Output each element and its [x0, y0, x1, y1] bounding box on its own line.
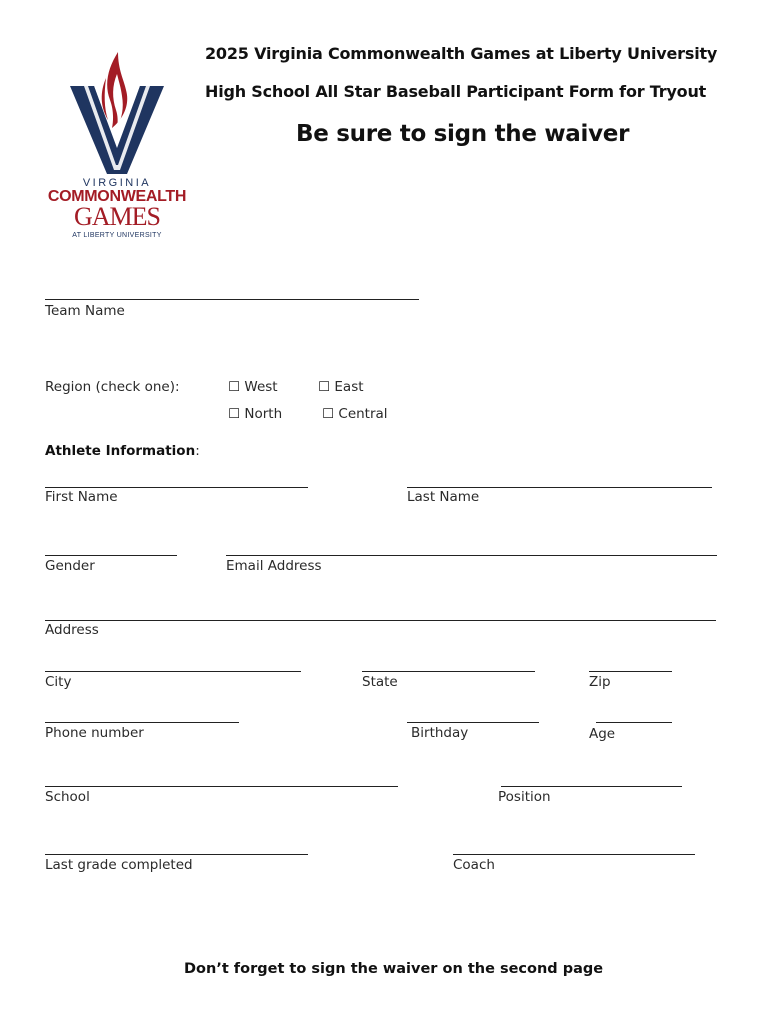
coach-field[interactable] — [453, 854, 695, 855]
state-field[interactable] — [362, 671, 535, 672]
last-grade-field[interactable] — [45, 854, 308, 855]
region-east-checkbox[interactable]: ☐ East — [318, 379, 364, 395]
school-label: School — [45, 789, 90, 805]
logo-line-games: GAMES — [73, 202, 160, 231]
zip-field[interactable] — [589, 671, 672, 672]
position-field[interactable] — [501, 786, 682, 787]
birthday-field[interactable] — [407, 722, 539, 723]
last-grade-label: Last grade completed — [45, 857, 193, 873]
last-name-field[interactable] — [407, 487, 712, 488]
logo-line-commonwealth: COMMONWEALTH — [47, 188, 187, 205]
athlete-info-colon: : — [195, 443, 200, 459]
region-west-checkbox[interactable]: ☐ West — [228, 379, 278, 395]
zip-label: Zip — [589, 674, 611, 690]
gender-field[interactable] — [45, 555, 177, 556]
coach-label: Coach — [453, 857, 495, 873]
first-name-field[interactable] — [45, 487, 308, 488]
footer-reminder: Don’t forget to sign the waiver on the second page — [184, 961, 604, 977]
logo-line-at-liberty: AT LIBERTY UNIVERSITY — [72, 232, 162, 239]
city-label: City — [45, 674, 72, 690]
team-name-field[interactable] — [45, 299, 419, 300]
age-field[interactable] — [596, 722, 672, 723]
athlete-info-heading — [45, 443, 200, 459]
region-north-checkbox[interactable]: ☐ North — [228, 406, 283, 422]
team-name-label: Team Name — [45, 303, 125, 319]
position-label: Position — [498, 789, 551, 805]
page-title: 2025 Virginia Commonwealth Games at Liberty University — [205, 44, 718, 63]
logo-line-virginia: VIRGINIA — [82, 177, 152, 189]
athlete-info-text: Athlete Information — [45, 443, 196, 459]
school-field[interactable] — [45, 786, 398, 787]
page-subtitle: High School All Star Baseball Participant Form for Tryout — [205, 82, 707, 101]
region-label: Region (check one): — [45, 379, 180, 395]
birthday-label: Birthday — [411, 725, 469, 741]
age-label: Age — [589, 726, 616, 742]
address-field[interactable] — [45, 620, 716, 621]
first-name-label: First Name — [45, 489, 118, 505]
email-field[interactable] — [226, 555, 717, 556]
logo — [38, 48, 196, 244]
state-label: State — [362, 674, 398, 690]
last-name-label: Last Name — [407, 489, 480, 505]
gender-label: Gender — [45, 558, 95, 574]
address-label: Address — [45, 622, 99, 638]
region-central-checkbox[interactable]: ☐ Central — [322, 406, 388, 422]
phone-field[interactable] — [45, 722, 239, 723]
logo-v-flame-icon — [38, 48, 196, 178]
waiver-notice: Be sure to sign the waiver — [296, 121, 630, 147]
city-field[interactable] — [45, 671, 301, 672]
phone-label: Phone number — [45, 725, 144, 741]
email-label: Email Address — [226, 558, 322, 574]
